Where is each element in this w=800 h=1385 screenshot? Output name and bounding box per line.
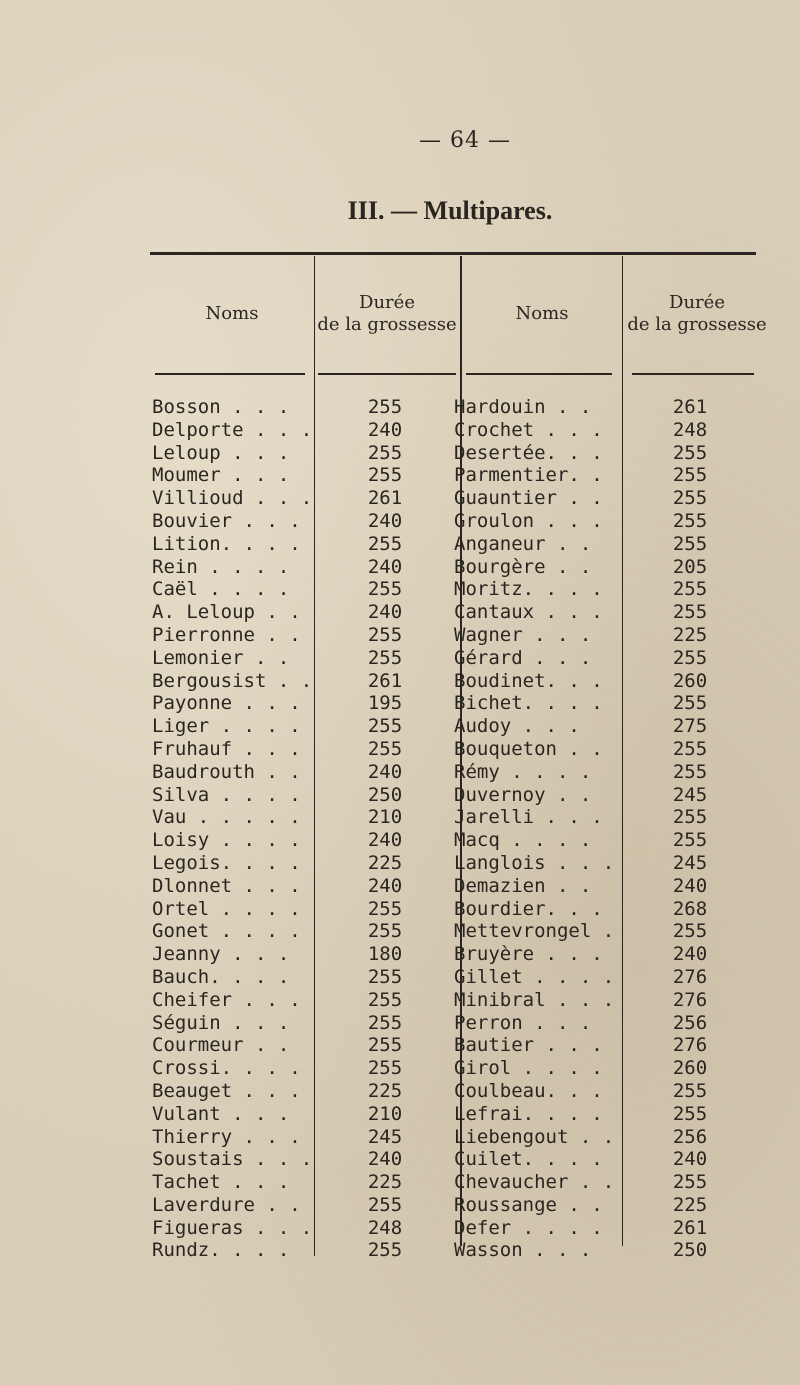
- table-row: [0, 601, 800, 624]
- name-left: Laverdure . .: [152, 1193, 301, 1216]
- name-left: Moumer . . .: [152, 464, 290, 487]
- header-rule: [466, 373, 612, 375]
- duration-right: 255: [672, 646, 708, 669]
- duration-right: 240: [672, 1148, 708, 1171]
- duration-left: 210: [367, 806, 403, 829]
- name-left: Bauch. . . .: [152, 965, 290, 988]
- table-row: [0, 943, 800, 966]
- name-left: Figueras . . .: [152, 1216, 313, 1239]
- header-names-right: Noms: [515, 303, 569, 324]
- name-right: Wagner . . .: [454, 623, 592, 646]
- name-left: Soustais . . .: [152, 1148, 313, 1171]
- name-right: Bichet. . . .: [454, 692, 603, 715]
- duration-right: 255: [672, 692, 708, 715]
- page-number: — 64 —: [419, 128, 511, 153]
- duration-right: 255: [672, 578, 708, 601]
- name-left: Fruhauf . . .: [152, 737, 301, 760]
- duration-left: 250: [367, 783, 403, 806]
- duration-left: 225: [367, 851, 403, 874]
- duration-left: 255: [367, 897, 403, 920]
- duration-right: 260: [672, 1057, 708, 1080]
- duration-right: 255: [672, 1171, 708, 1194]
- header-rule: [632, 373, 754, 375]
- name-right: Jarelli . . .: [454, 806, 603, 829]
- duration-right: 276: [672, 1034, 708, 1057]
- table-row: [0, 1171, 800, 1194]
- duration-left: 180: [367, 943, 403, 966]
- table-row: [0, 624, 800, 647]
- name-left: Legois. . . .: [152, 851, 301, 874]
- name-right: Wasson . . .: [454, 1239, 592, 1262]
- header-names-left: Noms: [205, 303, 259, 324]
- duration-left: 255: [367, 396, 403, 418]
- duration-right: 255: [672, 737, 708, 760]
- duration-right: 245: [672, 783, 708, 806]
- name-right: Boudinet. . .: [454, 669, 603, 692]
- table-body: [0, 396, 800, 1262]
- header-duration-left: [314, 292, 460, 336]
- duration-right: 276: [672, 988, 708, 1011]
- table-row: [0, 487, 800, 510]
- table-row: [0, 1194, 800, 1217]
- duration-right: 225: [672, 1193, 708, 1216]
- table-row: [0, 692, 800, 715]
- duration-right: 240: [672, 874, 708, 897]
- duration-right: 256: [672, 1125, 708, 1148]
- duration-right: 260: [672, 669, 708, 692]
- table-row: [0, 806, 800, 829]
- table-row: [0, 1057, 800, 1080]
- name-right: Demazien . .: [454, 874, 592, 897]
- duration-left: 240: [367, 555, 403, 578]
- duration-right: 255: [672, 441, 708, 464]
- duration-left: 255: [367, 988, 403, 1011]
- name-right: Bouqueton . .: [454, 737, 603, 760]
- name-right: Girol . . . .: [454, 1057, 603, 1080]
- duration-left: 240: [367, 509, 403, 532]
- duration-left: 255: [367, 578, 403, 601]
- table-row: [0, 761, 800, 784]
- duration-left: 248: [367, 1216, 403, 1239]
- header-duration-line1: Durée: [359, 292, 415, 313]
- name-left: Villioud . . .: [152, 487, 313, 510]
- table-row: [0, 784, 800, 807]
- table-row: [0, 1217, 800, 1240]
- table-row: [0, 1126, 800, 1149]
- table-row: [0, 989, 800, 1012]
- name-left: Jeanny . . .: [152, 943, 290, 966]
- duration-right: 240: [672, 943, 708, 966]
- name-right: Desertée. . .: [454, 441, 603, 464]
- duration-left: 255: [367, 623, 403, 646]
- header-duration-line2: de la grossesse: [317, 314, 457, 335]
- name-left: Vulant . . .: [152, 1102, 290, 1125]
- name-right: Moritz. . . .: [454, 578, 603, 601]
- name-right: Minibral . . .: [454, 988, 615, 1011]
- duration-left: 255: [367, 965, 403, 988]
- name-right: Defer . . . .: [454, 1216, 603, 1239]
- duration-right: 275: [672, 715, 708, 738]
- table-row: [0, 898, 800, 921]
- table-row: [0, 578, 800, 601]
- name-left: Crossi. . . .: [152, 1057, 301, 1080]
- duration-left: 255: [367, 1011, 403, 1034]
- duration-left: 255: [367, 920, 403, 943]
- table-row: [0, 670, 800, 693]
- duration-right: 255: [672, 464, 708, 487]
- table-row: [0, 647, 800, 670]
- name-right: Groulon . . .: [454, 509, 603, 532]
- table-row: [0, 1012, 800, 1035]
- duration-right: 255: [672, 601, 708, 624]
- name-left: Bergousist . .: [152, 669, 313, 692]
- duration-left: 240: [367, 1148, 403, 1171]
- name-right: Bourdier. . .: [454, 897, 603, 920]
- duration-left: 255: [367, 1034, 403, 1057]
- table-top-rule: [150, 252, 756, 255]
- table-row: [0, 1103, 800, 1126]
- duration-right: 205: [672, 555, 708, 578]
- name-left: Lemonier . .: [152, 646, 290, 669]
- duration-right: 248: [672, 418, 708, 441]
- name-left: Ortel . . . .: [152, 897, 301, 920]
- duration-right: 225: [672, 623, 708, 646]
- duration-right: 255: [672, 1079, 708, 1102]
- name-right: Mettevrongel .: [454, 920, 615, 943]
- duration-left: 240: [367, 601, 403, 624]
- duration-left: 255: [367, 646, 403, 669]
- header-duration-line1: Durée: [669, 292, 725, 313]
- duration-right: 255: [672, 487, 708, 510]
- name-left: Thierry . . .: [152, 1125, 301, 1148]
- name-right: Bourgère . .: [454, 555, 592, 578]
- name-left: A. Leloup . .: [152, 601, 301, 624]
- duration-right: 276: [672, 965, 708, 988]
- duration-left: 240: [367, 418, 403, 441]
- duration-left: 255: [367, 715, 403, 738]
- duration-left: 255: [367, 1193, 403, 1216]
- name-left: Rein . . . .: [152, 555, 290, 578]
- name-left: Cheifer . . .: [152, 988, 301, 1011]
- table-row: [0, 510, 800, 533]
- table-row: [0, 464, 800, 487]
- name-left: Baudrouth . .: [152, 760, 301, 783]
- duration-right: 255: [672, 532, 708, 555]
- table-row: [0, 556, 800, 579]
- name-right: Coulbeau. . .: [454, 1079, 603, 1102]
- name-right: Gillet . . . .: [454, 965, 615, 988]
- duration-left: 255: [367, 1057, 403, 1080]
- header-duration-right: [622, 292, 772, 336]
- name-right: Duvernoy . .: [454, 783, 592, 806]
- table-row: [0, 396, 800, 419]
- name-left: Beauget . . .: [152, 1079, 301, 1102]
- duration-left: 255: [367, 464, 403, 487]
- duration-left: 255: [367, 441, 403, 464]
- duration-right: 255: [672, 829, 708, 852]
- duration-right: 255: [672, 760, 708, 783]
- name-left: Loisy . . . .: [152, 829, 301, 852]
- name-right: Guauntier . .: [454, 487, 603, 510]
- name-right: Anganeur . .: [454, 532, 592, 555]
- name-right: Lefrai. . . .: [454, 1102, 603, 1125]
- name-left: Liger . . . .: [152, 715, 301, 738]
- duration-left: 240: [367, 829, 403, 852]
- table-row: [0, 533, 800, 556]
- table-row: [0, 1080, 800, 1103]
- name-right: Langlois . . .: [454, 851, 615, 874]
- header-rule: [318, 373, 456, 375]
- duration-left: 255: [367, 532, 403, 555]
- duration-left: 255: [367, 1239, 403, 1262]
- name-left: Gonet . . . .: [152, 920, 301, 943]
- duration-right: 255: [672, 806, 708, 829]
- name-left: Pierronne . .: [152, 623, 301, 646]
- section-title: III. — Multipares.: [347, 196, 553, 225]
- name-right: Perron . . .: [454, 1011, 592, 1034]
- header-duration-line2: de la grossesse: [627, 314, 767, 335]
- name-right: Hardouin . .: [454, 396, 592, 418]
- name-right: Gérard . . .: [454, 646, 592, 669]
- duration-right: 255: [672, 1102, 708, 1125]
- header-rule: [155, 373, 305, 375]
- name-right: Chevaucher . .: [454, 1171, 615, 1194]
- name-right: Roussange . .: [454, 1193, 603, 1216]
- name-right: Bruyère . . .: [454, 943, 603, 966]
- table-row: [0, 920, 800, 943]
- duration-left: 245: [367, 1125, 403, 1148]
- duration-left: 210: [367, 1102, 403, 1125]
- name-left: Séguin . . .: [152, 1011, 290, 1034]
- name-right: Cantaux . . .: [454, 601, 603, 624]
- duration-right: 250: [672, 1239, 708, 1262]
- table-row: [0, 715, 800, 738]
- name-left: Tachet . . .: [152, 1171, 290, 1194]
- name-right: Audoy . . .: [454, 715, 580, 738]
- name-right: Macq . . . .: [454, 829, 592, 852]
- name-left: Silva . . . .: [152, 783, 301, 806]
- table-row: [0, 419, 800, 442]
- name-left: Lition. . . .: [152, 532, 301, 555]
- duration-left: 255: [367, 737, 403, 760]
- name-right: Bautier . . .: [454, 1034, 603, 1057]
- name-right: Cuilet. . . .: [454, 1148, 603, 1171]
- table-row: [0, 1148, 800, 1171]
- duration-left: 240: [367, 760, 403, 783]
- duration-right: 268: [672, 897, 708, 920]
- duration-left: 261: [367, 487, 403, 510]
- duration-right: 261: [672, 1216, 708, 1239]
- name-right: Liebengout . .: [454, 1125, 615, 1148]
- name-left: Delporte . . .: [152, 418, 313, 441]
- name-left: Courmeur . .: [152, 1034, 290, 1057]
- name-right: Rémy . . . .: [454, 760, 592, 783]
- name-left: Dlonnet . . .: [152, 874, 301, 897]
- name-left: Payonne . . .: [152, 692, 301, 715]
- table-row: [0, 738, 800, 761]
- table-row: [0, 829, 800, 852]
- name-left: Caël . . . .: [152, 578, 290, 601]
- duration-right: 255: [672, 509, 708, 532]
- table-row: [0, 1034, 800, 1057]
- duration-left: 225: [367, 1171, 403, 1194]
- table-row: [0, 966, 800, 989]
- duration-left: 225: [367, 1079, 403, 1102]
- table-row: [0, 1239, 800, 1262]
- table-row: [0, 442, 800, 465]
- duration-right: 261: [672, 396, 708, 418]
- name-right: Parmentier. .: [454, 464, 603, 487]
- table-row: [0, 852, 800, 875]
- duration-left: 240: [367, 874, 403, 897]
- duration-right: 245: [672, 851, 708, 874]
- duration-left: 261: [367, 669, 403, 692]
- name-left: Leloup . . .: [152, 441, 290, 464]
- name-left: Bouvier . . .: [152, 509, 301, 532]
- name-right: Crochet . . .: [454, 418, 603, 441]
- duration-left: 195: [367, 692, 403, 715]
- duration-right: 255: [672, 920, 708, 943]
- name-left: Bosson . . .: [152, 396, 290, 418]
- name-left: Rundz. . . .: [152, 1239, 290, 1262]
- table-row: [0, 875, 800, 898]
- duration-right: 256: [672, 1011, 708, 1034]
- name-left: Vau . . . . .: [152, 806, 301, 829]
